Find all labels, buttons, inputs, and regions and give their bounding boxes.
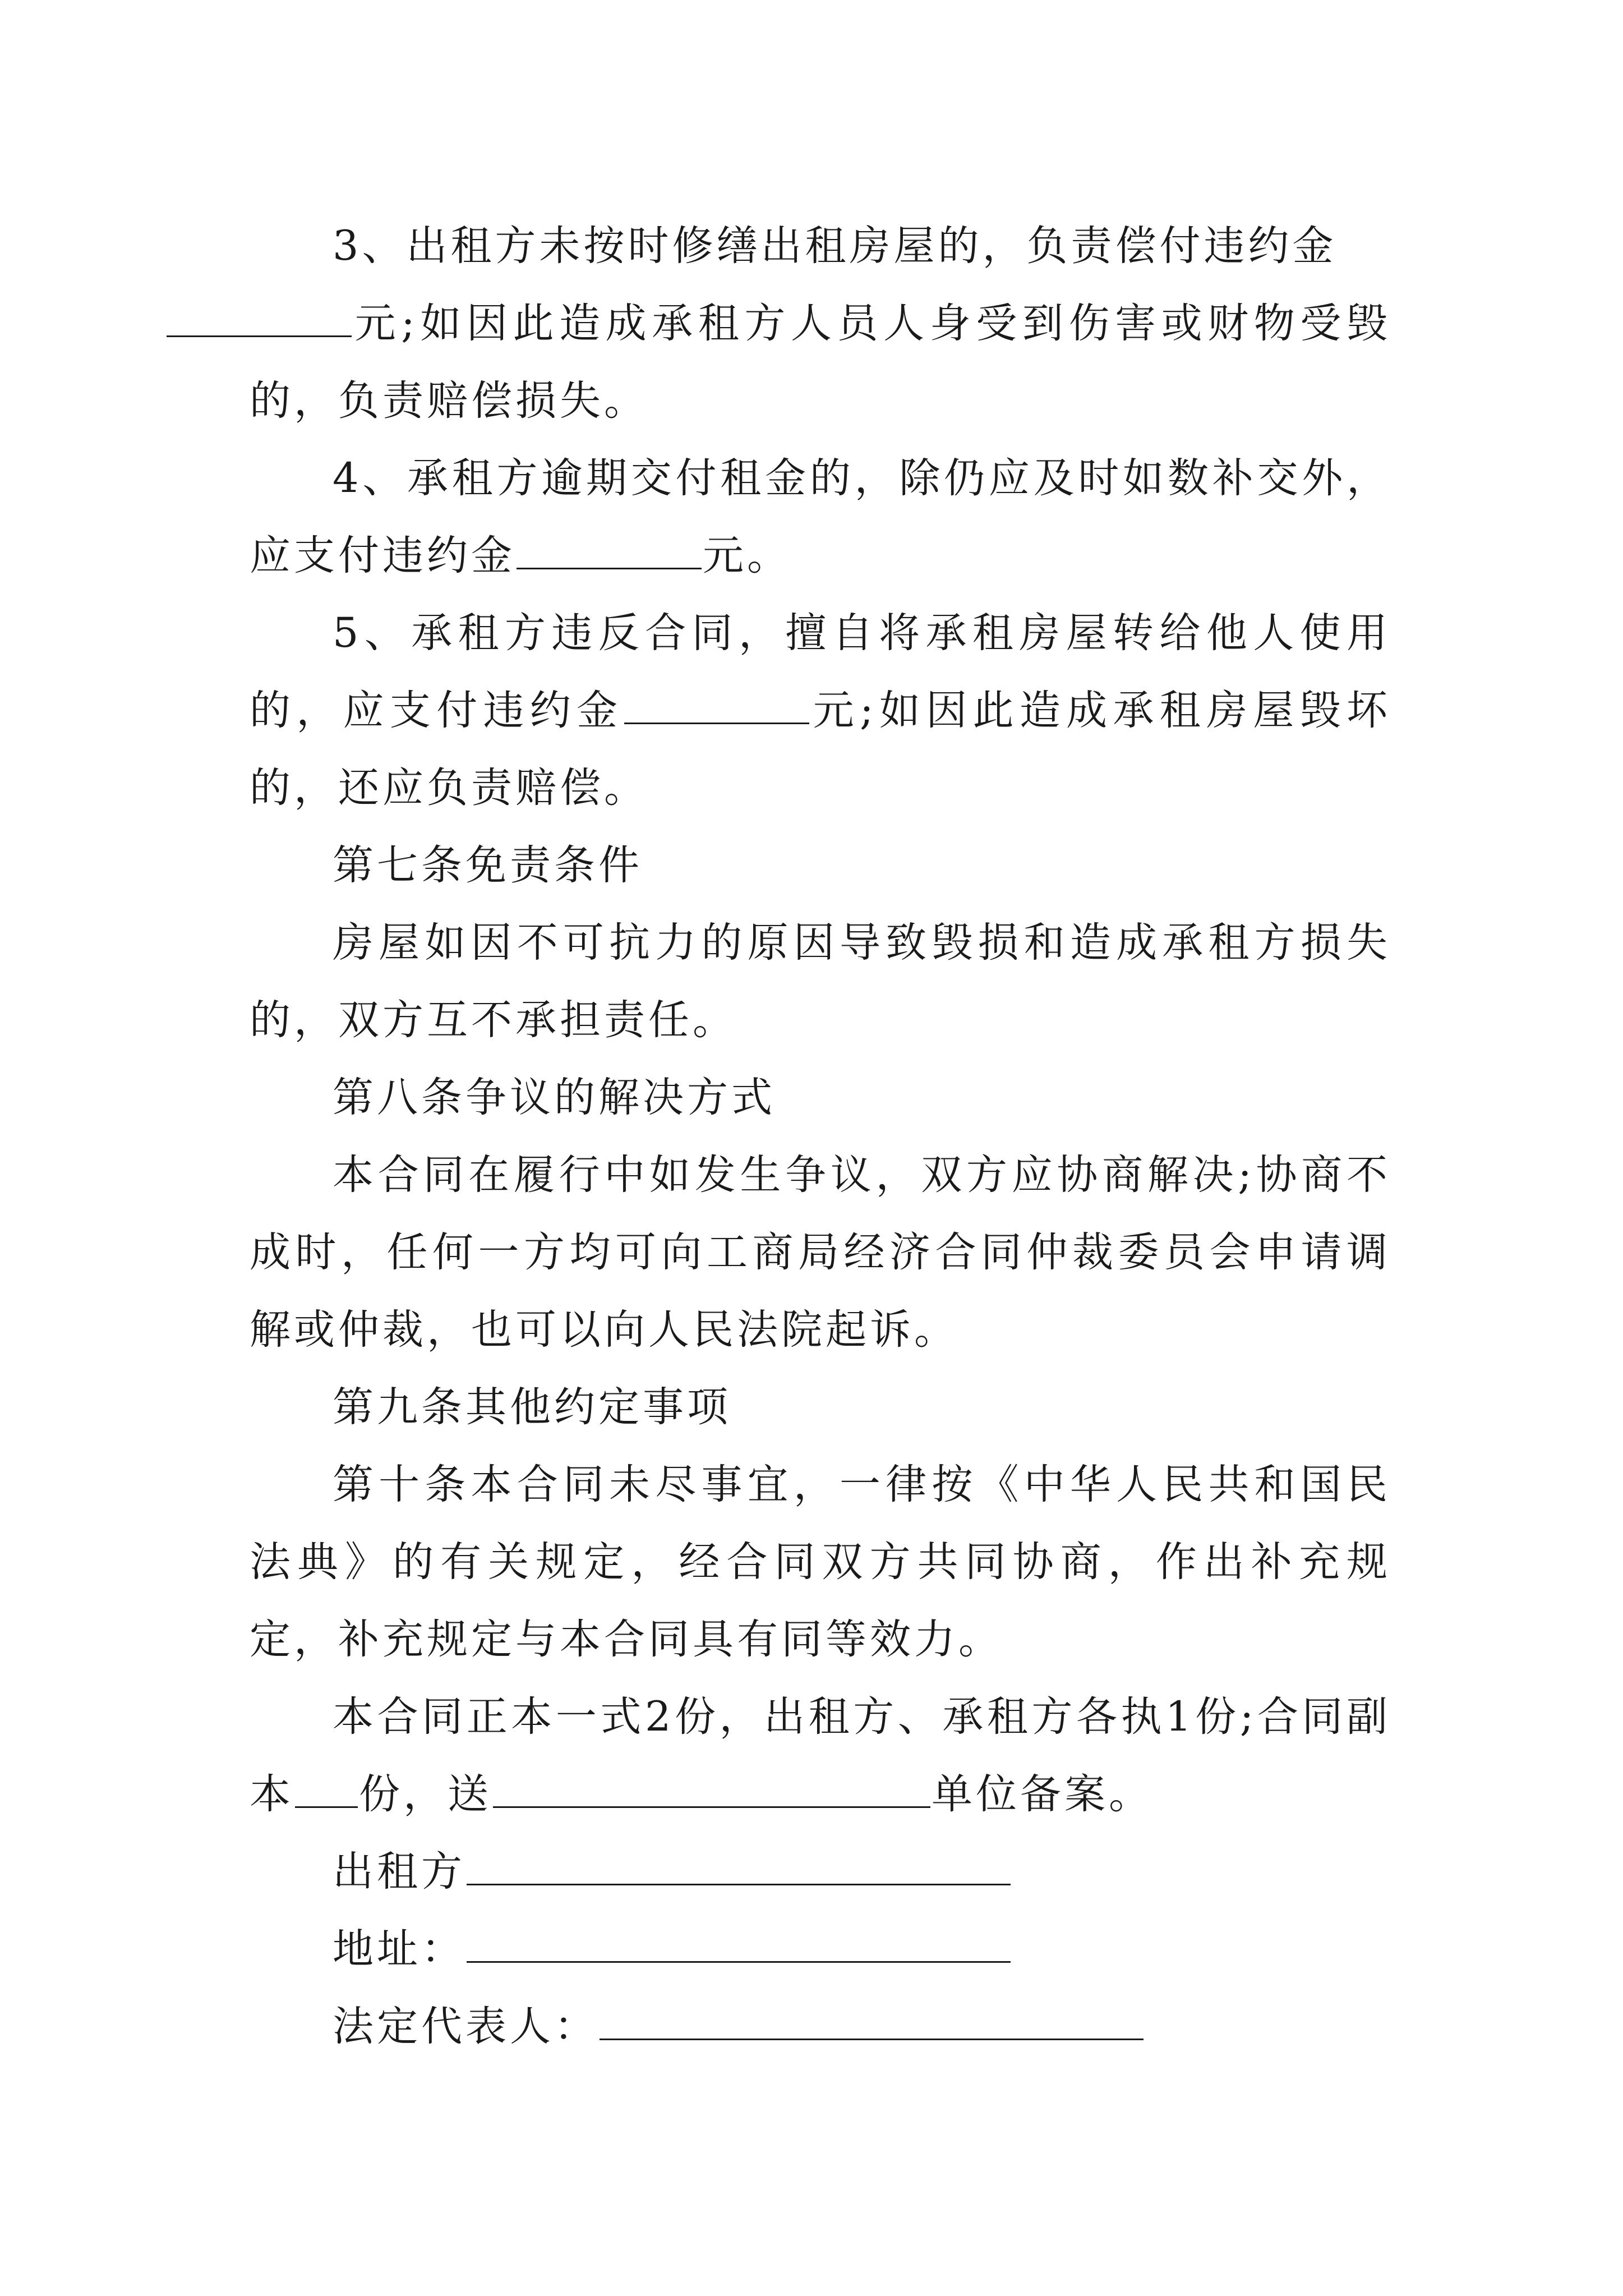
penalty-blank-4 — [517, 534, 702, 569]
penalty-blank-5 — [624, 689, 809, 724]
article-7-body: 房屋如因不可抗力的原因导致毁损和造成承租方损失的，双方互不承担责任。 — [250, 919, 1391, 1044]
address-signature-line — [250, 1911, 1391, 1988]
copies-text-c: 单位备案。 — [932, 1770, 1153, 1818]
copies-text-b: 份，送 — [359, 1770, 492, 1818]
address-label: 地址： — [333, 1925, 465, 1973]
clause-5 — [250, 595, 1391, 827]
clause-5-text-a: 5、承租方违反合同，擅自将承租房屋转给他人使用的，应支付违约金 — [250, 609, 1391, 734]
clause-4-text-a: 4、承租方逾期交付租金的，除仍应及时如数补交外，应支付违约金 — [250, 454, 1391, 579]
copies-count-blank — [295, 1773, 358, 1808]
document-page — [250, 208, 1391, 2065]
penalty-blank-3 — [167, 302, 352, 337]
clause-3 — [250, 208, 1391, 440]
lessor-blank — [467, 1850, 1011, 1885]
article-8-body: 本合同在履行中如发生争议，双方应协商解决;协商不成时，任何一方均可向工商局经济合同仲裁委员会申请调解或仲裁，也可以向人民法院起诉。 — [250, 1151, 1391, 1354]
article-10-body: 第十条本合同未尽事宜，一律按《中华人民共和国民法典》的有关规定，经合同双方共同协商，作出补充规定，补充规定与本合同具有同等效力。 — [250, 1461, 1391, 1663]
article-8-title: 第八条争议的解决方式 — [333, 1074, 776, 1121]
lessor-label: 出租方 — [333, 1848, 465, 1895]
clause-4 — [250, 440, 1391, 595]
legal-rep-blank — [600, 2005, 1144, 2040]
legal-rep-label: 法定代表人： — [333, 2003, 598, 2050]
lessor-signature-line — [250, 1833, 1391, 1911]
address-blank — [467, 1927, 1011, 1963]
copies-clause — [250, 1678, 1391, 1833]
clause-5-text-b: 元;如因此造成承租房屋毁坏的，还应负责赔偿。 — [250, 687, 1391, 812]
copies-text-a: 本合同正本一式2份，出租方、承租方各执1份;合同副本 — [250, 1693, 1391, 1818]
clause-4-text-b: 元。 — [703, 532, 791, 579]
article-9-title: 第九条其他约定事项 — [333, 1383, 731, 1431]
filing-unit-blank — [493, 1773, 930, 1808]
article-7-title: 第七条免责条件 — [333, 841, 643, 889]
clause-3-text-b: 元;如因此造成承租方人员人身受到伤害或财物受毁的，负责赔偿损失。 — [250, 300, 1391, 425]
clause-3-text-a: 3、出租方未按时修缮出租房屋的，负责偿付违约金 — [333, 222, 1337, 270]
legal-rep-signature-line — [250, 1988, 1391, 2065]
